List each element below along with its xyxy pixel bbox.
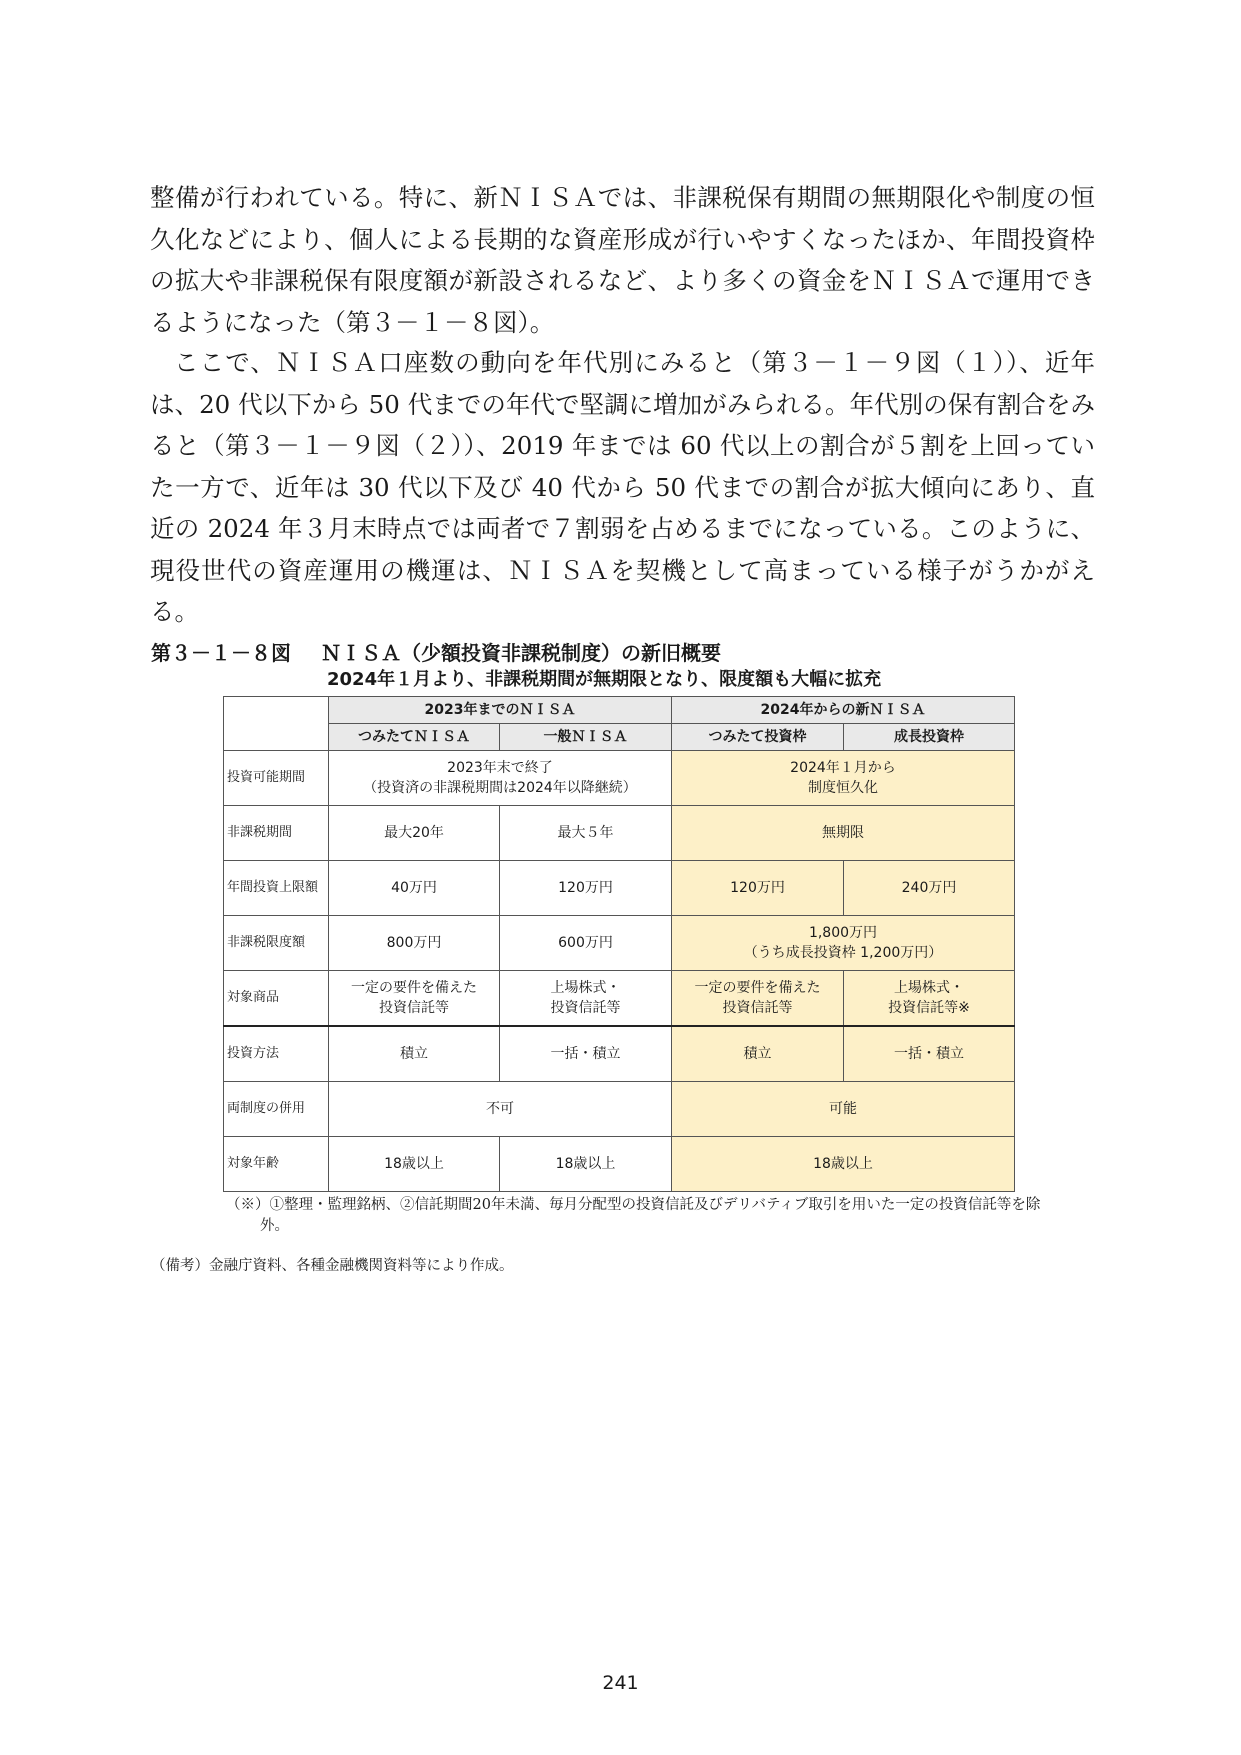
header-old-nisa: 2023年までのＮＩＳＡ bbox=[329, 697, 672, 724]
table-cell: 積立 bbox=[329, 1026, 500, 1082]
table-row bbox=[224, 861, 1015, 916]
table-header-row bbox=[224, 697, 1015, 724]
row-label: 非課税限度額 bbox=[224, 916, 329, 971]
table-row bbox=[224, 1082, 1015, 1137]
cell-line: 制度恒久化 bbox=[808, 780, 878, 796]
table-cell: 18歳以上 bbox=[500, 1137, 672, 1192]
row-label: 投資方法 bbox=[224, 1026, 329, 1082]
cell-line: （投資済の非課税期間は2024年以降継続） bbox=[363, 780, 637, 796]
table-cell: 積立 bbox=[672, 1026, 844, 1082]
header-old-tsumitate: つみたてＮＩＳＡ bbox=[329, 724, 500, 751]
table-cell: 600万円 bbox=[500, 916, 672, 971]
cell-line: 上場株式・ bbox=[894, 980, 964, 996]
table-cell: 最大20年 bbox=[329, 806, 500, 861]
cell-line: 一定の要件を備えた bbox=[694, 980, 821, 996]
cell-line: （うち成長投資枠 1,200万円） bbox=[743, 945, 943, 961]
body-paragraph-2: ここで、ＮＩＳＡ口座数の動向を年代別にみると（第３－１－９図（１））、近年は、20 代以下から 50 代までの年代で堅調に増加がみられる。年代別の保有割合をみると（第３－１－９図（２））、2019 年までは 60 代以上の割合が５割を上回っていた一方で、近年は 30 代以下及び 40 代から 50 代までの割合が拡大傾向にあり、直近の 2024 年３月末時点では両者で７割弱を占めるまでになっている。このように、現役世代の資産運用の機運は、ＮＩＳＡを契機として高まっている様子がうかがえる。 bbox=[150, 348, 1095, 626]
header-new-seicho: 成長投資枠 bbox=[844, 724, 1015, 751]
table-cell bbox=[329, 751, 672, 806]
table-cell bbox=[329, 971, 500, 1027]
table-cell: 可能 bbox=[672, 1082, 1015, 1137]
table-subheader-row bbox=[224, 724, 1015, 751]
body-paragraph-1: 整備が行われている。特に、新ＮＩＳＡでは、非課税保有期間の無期限化や制度の恒久化などにより、個人による長期的な資産形成が行いやすくなったほか、年間投資枠の拡大や非課税保有限度額が新設されるなど、より多くの資金をＮＩＳＡで運用できるようになった（第３－１－８図）。 bbox=[150, 183, 1095, 337]
figure-title-text: ＮＩＳＡ（少額投資非課税制度）の新旧概要 bbox=[321, 641, 721, 665]
nisa-comparison-table bbox=[223, 696, 1015, 1192]
figure-title bbox=[151, 640, 721, 666]
table-row bbox=[224, 1026, 1015, 1082]
row-label: 両制度の併用 bbox=[224, 1082, 329, 1137]
table-cell: 不可 bbox=[329, 1082, 672, 1137]
row-label: 対象年齢 bbox=[224, 1137, 329, 1192]
cell-line: 上場株式・ bbox=[550, 980, 621, 996]
table-cell bbox=[844, 971, 1015, 1027]
table-row bbox=[224, 806, 1015, 861]
row-label: 年間投資上限額 bbox=[224, 861, 329, 916]
row-label: 投資可能期間 bbox=[224, 751, 329, 806]
cell-line: 1,800万円 bbox=[808, 925, 878, 941]
figure-subtitle: 2024年１月より、非課税期間が無期限となり、限度額も大幅に拡充 bbox=[327, 669, 882, 690]
table-cell: 120万円 bbox=[500, 861, 672, 916]
table-cell: 18歳以上 bbox=[329, 1137, 500, 1192]
table-row bbox=[224, 971, 1015, 1027]
figure-label: 第３－１－８図 bbox=[151, 641, 291, 665]
table-row bbox=[224, 1137, 1015, 1192]
row-label: 対象商品 bbox=[224, 971, 329, 1027]
cell-line: 2024年１月から bbox=[790, 760, 896, 776]
table-cell: 無期限 bbox=[672, 806, 1015, 861]
table-cell bbox=[672, 971, 844, 1027]
cell-line: 投資信託等※ bbox=[888, 1000, 970, 1016]
table-cell: 40万円 bbox=[329, 861, 500, 916]
table-cell: 最大５年 bbox=[500, 806, 672, 861]
header-corner bbox=[224, 697, 329, 751]
table-row bbox=[224, 751, 1015, 806]
table-cell: 一括・積立 bbox=[844, 1026, 1015, 1082]
table-cell bbox=[500, 971, 672, 1027]
cell-line: 2023年末で終了 bbox=[447, 760, 553, 776]
source-note: （備考）金融庁資料、各種金融機関資料等により作成。 bbox=[151, 1258, 514, 1274]
table-row bbox=[224, 916, 1015, 971]
cell-line: 投資信託等 bbox=[550, 1000, 621, 1016]
header-old-ippan: 一般ＮＩＳＡ bbox=[500, 724, 672, 751]
table-cell bbox=[672, 751, 1015, 806]
cell-line: 一定の要件を備えた bbox=[351, 980, 477, 996]
cell-line: 投資信託等 bbox=[722, 1000, 793, 1016]
table-cell: 18歳以上 bbox=[672, 1137, 1015, 1192]
cell-line: 投資信託等 bbox=[379, 1000, 449, 1016]
table-cell: 一括・積立 bbox=[500, 1026, 672, 1082]
header-new-tsumitate: つみたて投資枠 bbox=[672, 724, 844, 751]
table-cell: 120万円 bbox=[672, 861, 844, 916]
row-label: 非課税期間 bbox=[224, 806, 329, 861]
table-cell: 240万円 bbox=[844, 861, 1015, 916]
table-footnote: （※）①整理・監理銘柄、②信託期間20年未満、毎月分配型の投資信託及びデリバティブ取引を用いた一定の投資信託等を除外。 bbox=[226, 1197, 1041, 1234]
table-cell: 800万円 bbox=[329, 916, 500, 971]
table-cell bbox=[672, 916, 1015, 971]
page-number: 241 bbox=[602, 1672, 639, 1694]
header-new-nisa: 2024年からの新ＮＩＳＡ bbox=[672, 697, 1015, 724]
